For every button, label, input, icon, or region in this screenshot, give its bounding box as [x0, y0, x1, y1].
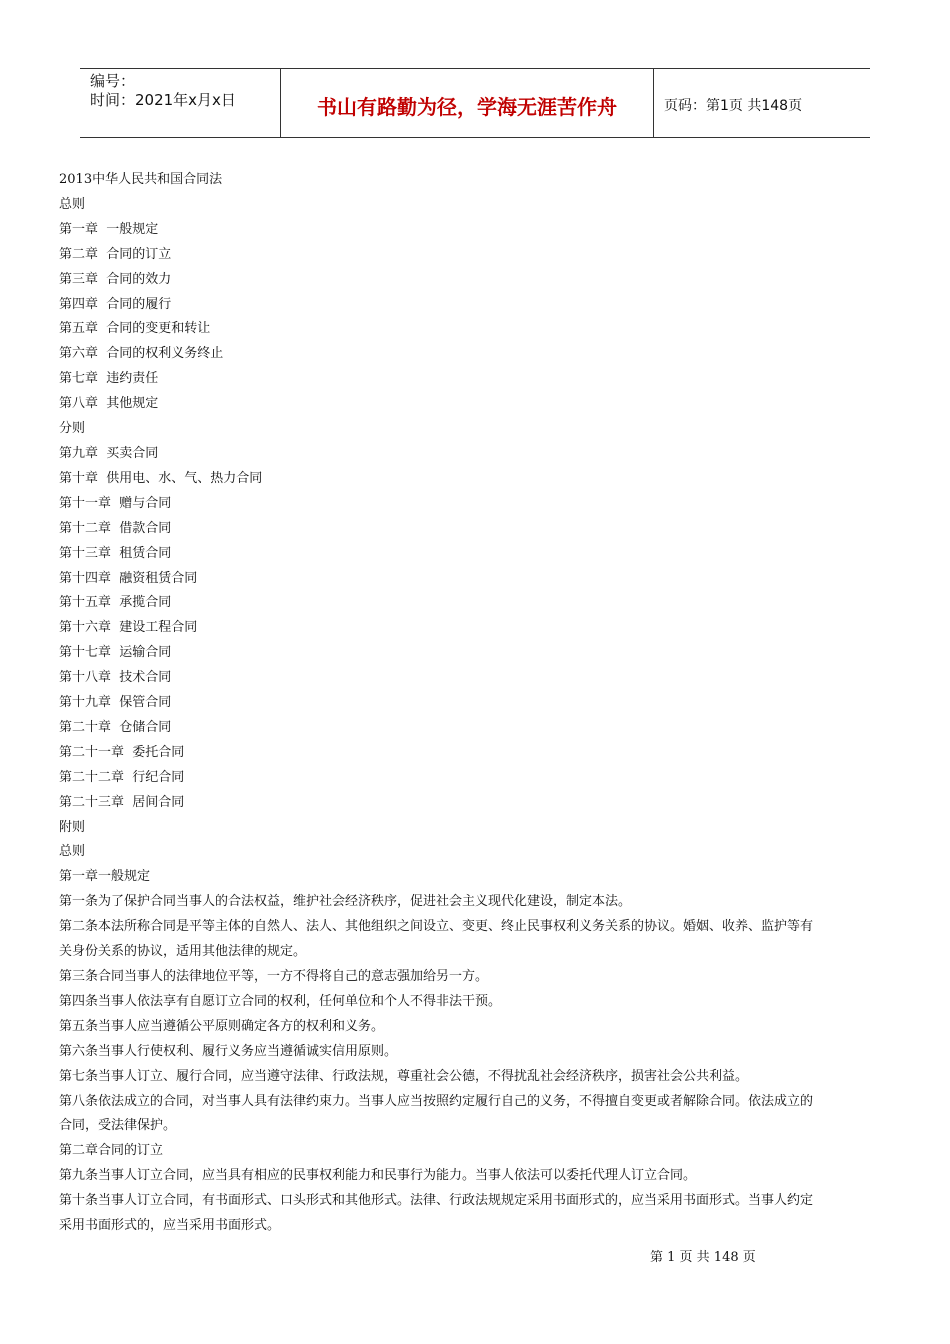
- text-line: 附则: [59, 819, 86, 835]
- text-line: 第三章 合同的效力: [59, 271, 172, 287]
- text-line: 第八章 其他规定: [59, 396, 159, 412]
- motto-text: 书山有路勤为径，学海无涯苦作舟: [317, 94, 617, 119]
- text-line: 合同，受法律保护。: [59, 1118, 177, 1134]
- page-info-text: 页码：第1页 共148页: [664, 98, 803, 114]
- header-page-info: [654, 69, 870, 137]
- text-line: 第六章 合同的权利义务终止: [59, 346, 224, 362]
- text-line: 第七章 违约责任: [59, 371, 159, 387]
- text-line: 第三条合同当事人的法律地位平等，一方不得将自己的意志强加给另一方。: [59, 969, 489, 984]
- time-label: 时间：2021年x月x日: [90, 91, 236, 109]
- text-line: 第九章 买卖合同: [59, 445, 159, 461]
- text-line: 第四章 合同的履行: [59, 296, 172, 312]
- text-line: 第二条本法所称合同是平等主体的自然人、法人、其他组织之间设立、变更、终止民事权利义务关系的协议。婚姻、收养、监护等有: [59, 919, 814, 935]
- text-line: 第十条当事人订立合同，有书面形式、口头形式和其他形式。法律、行政法规规定采用书面形式的，应当采用书面形式。当事人约定: [59, 1193, 814, 1209]
- text-line: 第二十一章 委托合同: [59, 744, 185, 760]
- text-line: 第十章 供用电、水、气、热力合同: [59, 470, 263, 486]
- page-footer: 第 1 页 共 148 页: [650, 1250, 756, 1265]
- text-line: 第二章 合同的订立: [59, 246, 172, 262]
- text-line: 第十九章 保管合同: [59, 695, 172, 711]
- text-line: 第十三章 租赁合同: [59, 545, 172, 561]
- text-line: 采用书面形式的，应当采用书面形式。: [59, 1218, 281, 1234]
- text-line: 第八条依法成立的合同，对当事人具有法律约束力。当事人应当按照约定履行自己的义务，不得擅自变更或者解除合同。依法成立的: [59, 1093, 814, 1109]
- text-line: 第二十章 仓储合同: [59, 719, 172, 735]
- text-line: 第一条为了保护合同当事人的合法权益，维护社会经济秩序，促进社会主义现代化建设，制定本法。: [59, 894, 632, 910]
- text-line: 第十一章 赠与合同: [59, 495, 172, 511]
- text-line: 总则: [59, 844, 86, 860]
- text-line: 关身份关系的协议，适用其他法律的规定。: [59, 944, 307, 960]
- text-line: 第十八章 技术合同: [59, 670, 172, 686]
- text-line: 2013中华人民共和国合同法: [59, 172, 223, 187]
- text-line: 第五章 合同的变更和转让: [59, 321, 211, 337]
- text-line: 第一章一般规定: [59, 869, 151, 885]
- text-line: 第六条当事人行使权利、履行义务应当遵循诚实信用原则。: [59, 1043, 398, 1059]
- header-motto: [281, 69, 654, 137]
- text-line: 总则: [59, 196, 86, 212]
- text-line: 第二十二章 行纪合同: [59, 769, 185, 785]
- text-line: 第二章合同的订立: [59, 1143, 164, 1159]
- text-line: 第四条当事人依法享有自愿订立合同的权利，任何单位和个人不得非法干预。: [59, 993, 502, 1009]
- text-line: 第一章 一般规定: [59, 221, 159, 237]
- text-line: 第十七章 运输合同: [59, 645, 172, 661]
- text-line: 第十五章 承揽合同: [59, 595, 172, 611]
- text-line: 第十二章 借款合同: [59, 520, 172, 536]
- number-label: 编号：: [90, 72, 136, 90]
- text-line: 第九条当事人订立合同，应当具有相应的民事权利能力和民事行为能力。当事人依法可以委托代理人订立合同。: [59, 1168, 697, 1184]
- text-line: 第十四章 融资租赁合同: [59, 570, 198, 586]
- text-line: 分则: [59, 421, 86, 437]
- text-line: 第七条当事人订立、履行合同，应当遵守法律、行政法规，尊重社会公德，不得扰乱社会经济秩序，损害社会公共利益。: [59, 1068, 749, 1084]
- document-body: [59, 168, 893, 1239]
- text-line: 第十六章 建设工程合同: [59, 620, 198, 636]
- text-line: 第五条当事人应当遵循公平原则确定各方的权利和义务。: [59, 1018, 385, 1034]
- header-meta: [80, 69, 281, 137]
- text-line: 第二十三章 居间合同: [59, 794, 185, 810]
- document-header: [80, 68, 870, 138]
